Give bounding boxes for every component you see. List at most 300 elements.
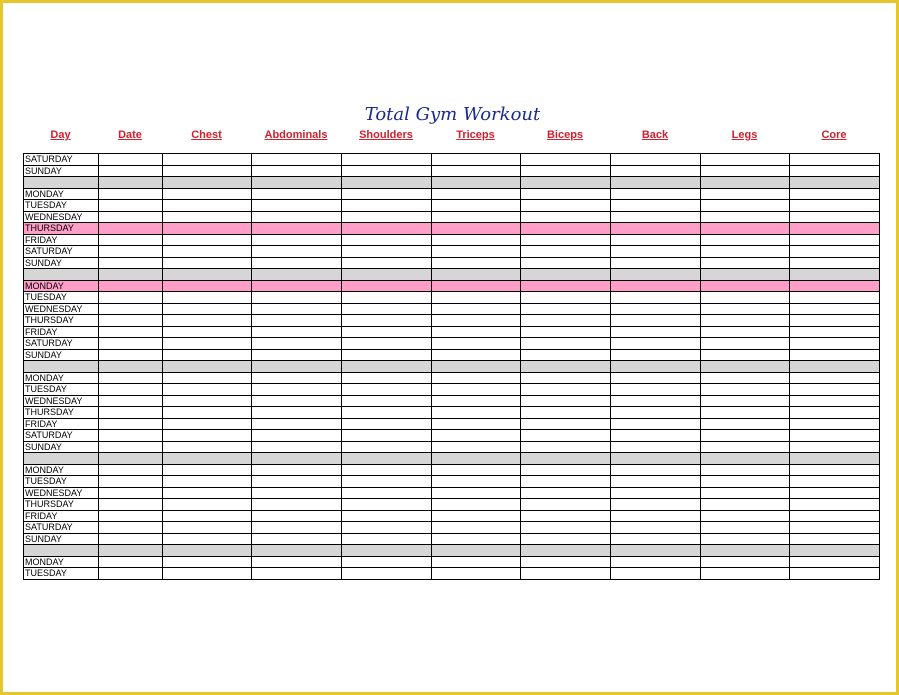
table-row <box>24 395 880 407</box>
entry-cell <box>790 407 880 419</box>
table-row <box>24 246 880 258</box>
entry-cell <box>701 499 790 511</box>
column-header-back: Back <box>641 129 669 141</box>
entry-cell <box>521 453 611 465</box>
entry-cell <box>252 453 342 465</box>
entry-cell <box>521 510 611 522</box>
day-cell: SUNDAY <box>24 533 99 545</box>
page-title: Total Gym Workout <box>364 104 541 125</box>
entry-cell <box>790 200 880 212</box>
entry-cell <box>701 533 790 545</box>
entry-cell <box>99 487 163 499</box>
entry-cell <box>611 154 701 166</box>
entry-cell <box>252 326 342 338</box>
entry-cell <box>342 188 432 200</box>
table-row <box>24 257 880 269</box>
entry-cell <box>521 280 611 292</box>
entry-cell <box>521 430 611 442</box>
entry-cell <box>163 464 252 476</box>
entry-cell <box>252 568 342 580</box>
entry-cell <box>99 499 163 511</box>
entry-cell <box>611 441 701 453</box>
table-row <box>24 441 880 453</box>
entry-cell <box>701 315 790 327</box>
entry-cell <box>99 211 163 223</box>
entry-cell <box>611 361 701 373</box>
entry-cell <box>790 349 880 361</box>
entry-cell <box>99 188 163 200</box>
entry-cell <box>611 430 701 442</box>
entry-cell <box>252 418 342 430</box>
entry-cell <box>611 453 701 465</box>
entry-cell <box>521 188 611 200</box>
entry-cell <box>432 280 521 292</box>
entry-cell <box>790 556 880 568</box>
entry-cell <box>252 223 342 235</box>
entry-cell <box>701 361 790 373</box>
entry-cell <box>611 200 701 212</box>
entry-cell <box>790 441 880 453</box>
entry-cell <box>252 476 342 488</box>
entry-cell <box>342 349 432 361</box>
entry-cell <box>521 361 611 373</box>
entry-cell <box>342 326 432 338</box>
entry-cell <box>163 556 252 568</box>
entry-cell <box>99 200 163 212</box>
entry-cell <box>521 234 611 246</box>
entry-cell <box>432 441 521 453</box>
entry-cell <box>521 303 611 315</box>
entry-cell <box>432 269 521 281</box>
table-row <box>24 292 880 304</box>
column-header-core: Core <box>821 129 847 141</box>
entry-cell <box>521 407 611 419</box>
entry-cell <box>99 177 163 189</box>
entry-cell <box>342 223 432 235</box>
entry-cell <box>99 384 163 396</box>
entry-cell <box>521 223 611 235</box>
day-cell <box>24 453 99 465</box>
entry-cell <box>701 303 790 315</box>
entry-cell <box>342 510 432 522</box>
entry-cell <box>163 533 252 545</box>
day-cell: MONDAY <box>24 188 99 200</box>
entry-cell <box>432 395 521 407</box>
table-row <box>24 430 880 442</box>
entry-cell <box>99 407 163 419</box>
table-row <box>24 200 880 212</box>
entry-cell <box>432 499 521 511</box>
day-cell: FRIDAY <box>24 510 99 522</box>
entry-cell <box>163 510 252 522</box>
entry-cell <box>790 464 880 476</box>
entry-cell <box>432 568 521 580</box>
entry-cell <box>163 407 252 419</box>
entry-cell <box>163 395 252 407</box>
entry-cell <box>701 349 790 361</box>
entry-cell <box>342 522 432 534</box>
workout-table <box>23 153 880 580</box>
entry-cell <box>252 315 342 327</box>
entry-cell <box>99 165 163 177</box>
entry-cell <box>521 177 611 189</box>
entry-cell <box>790 568 880 580</box>
entry-cell <box>252 545 342 557</box>
entry-cell <box>163 303 252 315</box>
entry-cell <box>611 372 701 384</box>
entry-cell <box>163 292 252 304</box>
table-row <box>24 303 880 315</box>
entry-cell <box>342 395 432 407</box>
entry-cell <box>342 257 432 269</box>
entry-cell <box>611 395 701 407</box>
entry-cell <box>163 326 252 338</box>
entry-cell <box>252 154 342 166</box>
entry-cell <box>99 476 163 488</box>
entry-cell <box>252 188 342 200</box>
entry-cell <box>99 257 163 269</box>
entry-cell <box>99 510 163 522</box>
entry-cell <box>611 280 701 292</box>
separator-row <box>24 361 880 373</box>
entry-cell <box>163 211 252 223</box>
entry-cell <box>163 476 252 488</box>
entry-cell <box>521 257 611 269</box>
entry-cell <box>790 234 880 246</box>
table-row <box>24 165 880 177</box>
entry-cell <box>611 211 701 223</box>
day-cell: WEDNESDAY <box>24 211 99 223</box>
table-row <box>24 418 880 430</box>
entry-cell <box>521 315 611 327</box>
entry-cell <box>432 338 521 350</box>
entry-cell <box>252 338 342 350</box>
entry-cell <box>252 499 342 511</box>
entry-cell <box>790 361 880 373</box>
entry-cell <box>521 165 611 177</box>
table-row <box>24 464 880 476</box>
entry-cell <box>99 556 163 568</box>
entry-cell <box>521 211 611 223</box>
entry-cell <box>163 349 252 361</box>
entry-cell <box>701 269 790 281</box>
entry-cell <box>432 165 521 177</box>
entry-cell <box>342 556 432 568</box>
entry-cell <box>99 453 163 465</box>
table-row <box>24 326 880 338</box>
entry-cell <box>701 165 790 177</box>
table-row <box>24 234 880 246</box>
day-cell: WEDNESDAY <box>24 395 99 407</box>
entry-cell <box>432 533 521 545</box>
entry-cell <box>611 418 701 430</box>
entry-cell <box>701 372 790 384</box>
entry-cell <box>99 246 163 258</box>
entry-cell <box>252 280 342 292</box>
entry-cell <box>701 292 790 304</box>
entry-cell <box>432 234 521 246</box>
entry-cell <box>432 407 521 419</box>
entry-cell <box>252 200 342 212</box>
day-cell: FRIDAY <box>24 418 99 430</box>
entry-cell <box>701 246 790 258</box>
entry-cell <box>252 430 342 442</box>
entry-cell <box>163 384 252 396</box>
entry-cell <box>611 165 701 177</box>
table-row <box>24 349 880 361</box>
entry-cell <box>252 464 342 476</box>
entry-cell <box>432 418 521 430</box>
entry-cell <box>163 223 252 235</box>
column-header-legs: Legs <box>731 129 758 141</box>
entry-cell <box>521 338 611 350</box>
entry-cell <box>163 246 252 258</box>
entry-cell <box>611 407 701 419</box>
entry-cell <box>611 292 701 304</box>
day-cell: MONDAY <box>24 464 99 476</box>
entry-cell <box>432 292 521 304</box>
entry-cell <box>432 453 521 465</box>
entry-cell <box>611 487 701 499</box>
entry-cell <box>342 338 432 350</box>
entry-cell <box>163 372 252 384</box>
day-cell: FRIDAY <box>24 234 99 246</box>
entry-cell <box>432 200 521 212</box>
day-cell: THURSDAY <box>24 499 99 511</box>
entry-cell <box>163 315 252 327</box>
entry-cell <box>521 568 611 580</box>
entry-cell <box>432 349 521 361</box>
table-row <box>24 510 880 522</box>
entry-cell <box>163 338 252 350</box>
entry-cell <box>99 303 163 315</box>
column-header-triceps: Triceps <box>456 129 495 141</box>
entry-cell <box>611 177 701 189</box>
entry-cell <box>611 234 701 246</box>
entry-cell <box>611 303 701 315</box>
entry-cell <box>521 556 611 568</box>
entry-cell <box>790 211 880 223</box>
entry-cell <box>701 464 790 476</box>
entry-cell <box>163 430 252 442</box>
entry-cell <box>701 234 790 246</box>
entry-cell <box>790 154 880 166</box>
entry-cell <box>432 211 521 223</box>
entry-cell <box>790 510 880 522</box>
entry-cell <box>701 407 790 419</box>
entry-cell <box>163 441 252 453</box>
entry-cell <box>252 177 342 189</box>
entry-cell <box>342 384 432 396</box>
entry-cell <box>521 533 611 545</box>
entry-cell <box>163 361 252 373</box>
entry-cell <box>521 269 611 281</box>
table-row <box>24 280 880 292</box>
entry-cell <box>432 545 521 557</box>
entry-cell <box>342 269 432 281</box>
entry-cell <box>342 430 432 442</box>
entry-cell <box>342 441 432 453</box>
entry-cell <box>790 315 880 327</box>
entry-cell <box>611 326 701 338</box>
entry-cell <box>342 165 432 177</box>
entry-cell <box>701 476 790 488</box>
table-row <box>24 476 880 488</box>
entry-cell <box>790 326 880 338</box>
entry-cell <box>342 533 432 545</box>
entry-cell <box>701 384 790 396</box>
entry-cell <box>432 487 521 499</box>
day-cell: WEDNESDAY <box>24 487 99 499</box>
entry-cell <box>611 257 701 269</box>
entry-cell <box>163 154 252 166</box>
table-row <box>24 568 880 580</box>
table-row <box>24 384 880 396</box>
entry-cell <box>790 303 880 315</box>
entry-cell <box>432 522 521 534</box>
entry-cell <box>99 223 163 235</box>
column-header-abdominals: Abdominals <box>264 129 328 141</box>
entry-cell <box>521 200 611 212</box>
entry-cell <box>701 211 790 223</box>
entry-cell <box>342 211 432 223</box>
column-header-chest: Chest <box>191 129 222 141</box>
entry-cell <box>163 234 252 246</box>
day-cell: SUNDAY <box>24 257 99 269</box>
entry-cell <box>521 349 611 361</box>
column-header-row <box>3 127 899 143</box>
day-cell: THURSDAY <box>24 223 99 235</box>
entry-cell <box>342 453 432 465</box>
entry-cell <box>790 384 880 396</box>
separator-row <box>24 545 880 557</box>
entry-cell <box>342 499 432 511</box>
entry-cell <box>252 384 342 396</box>
entry-cell <box>99 269 163 281</box>
entry-cell <box>701 510 790 522</box>
entry-cell <box>252 211 342 223</box>
entry-cell <box>252 246 342 258</box>
entry-cell <box>99 372 163 384</box>
day-cell: SATURDAY <box>24 522 99 534</box>
day-cell: THURSDAY <box>24 315 99 327</box>
entry-cell <box>701 257 790 269</box>
day-cell <box>24 269 99 281</box>
entry-cell <box>611 269 701 281</box>
entry-cell <box>432 154 521 166</box>
entry-cell <box>790 418 880 430</box>
entry-cell <box>252 361 342 373</box>
entry-cell <box>611 556 701 568</box>
entry-cell <box>342 568 432 580</box>
entry-cell <box>521 476 611 488</box>
entry-cell <box>521 545 611 557</box>
entry-cell <box>432 188 521 200</box>
entry-cell <box>790 223 880 235</box>
entry-cell <box>701 430 790 442</box>
entry-cell <box>342 361 432 373</box>
entry-cell <box>521 384 611 396</box>
column-header-biceps: Biceps <box>546 129 584 141</box>
entry-cell <box>611 315 701 327</box>
day-cell: TUESDAY <box>24 476 99 488</box>
day-cell <box>24 361 99 373</box>
entry-cell <box>163 418 252 430</box>
entry-cell <box>99 430 163 442</box>
entry-cell <box>611 499 701 511</box>
entry-cell <box>521 464 611 476</box>
entry-cell <box>99 292 163 304</box>
day-cell: SUNDAY <box>24 165 99 177</box>
table-row <box>24 533 880 545</box>
entry-cell <box>163 177 252 189</box>
entry-cell <box>611 349 701 361</box>
entry-cell <box>342 476 432 488</box>
entry-cell <box>701 522 790 534</box>
entry-cell <box>790 453 880 465</box>
entry-cell <box>252 372 342 384</box>
entry-cell <box>790 177 880 189</box>
entry-cell <box>611 464 701 476</box>
entry-cell <box>790 487 880 499</box>
entry-cell <box>611 533 701 545</box>
entry-cell <box>521 372 611 384</box>
entry-cell <box>790 545 880 557</box>
entry-cell <box>99 280 163 292</box>
entry-cell <box>521 487 611 499</box>
entry-cell <box>252 234 342 246</box>
entry-cell <box>611 510 701 522</box>
entry-cell <box>701 188 790 200</box>
entry-cell <box>521 522 611 534</box>
column-header-shoulders: Shoulders <box>359 129 413 141</box>
day-cell: SATURDAY <box>24 154 99 166</box>
entry-cell <box>252 522 342 534</box>
entry-cell <box>790 372 880 384</box>
entry-cell <box>521 441 611 453</box>
day-cell: SATURDAY <box>24 246 99 258</box>
entry-cell <box>342 372 432 384</box>
entry-cell <box>432 361 521 373</box>
entry-cell <box>790 188 880 200</box>
separator-row <box>24 269 880 281</box>
entry-cell <box>99 154 163 166</box>
entry-cell <box>790 522 880 534</box>
entry-cell <box>342 315 432 327</box>
entry-cell <box>790 338 880 350</box>
entry-cell <box>432 476 521 488</box>
day-cell: TUESDAY <box>24 200 99 212</box>
entry-cell <box>99 338 163 350</box>
entry-cell <box>432 464 521 476</box>
entry-cell <box>99 349 163 361</box>
entry-cell <box>163 257 252 269</box>
entry-cell <box>342 487 432 499</box>
entry-cell <box>701 154 790 166</box>
table-row <box>24 211 880 223</box>
table-row <box>24 338 880 350</box>
entry-cell <box>701 441 790 453</box>
entry-cell <box>342 154 432 166</box>
entry-cell <box>790 476 880 488</box>
entry-cell <box>99 315 163 327</box>
entry-cell <box>252 269 342 281</box>
entry-cell <box>252 349 342 361</box>
entry-cell <box>611 476 701 488</box>
entry-cell <box>99 464 163 476</box>
entry-cell <box>163 269 252 281</box>
entry-cell <box>252 556 342 568</box>
